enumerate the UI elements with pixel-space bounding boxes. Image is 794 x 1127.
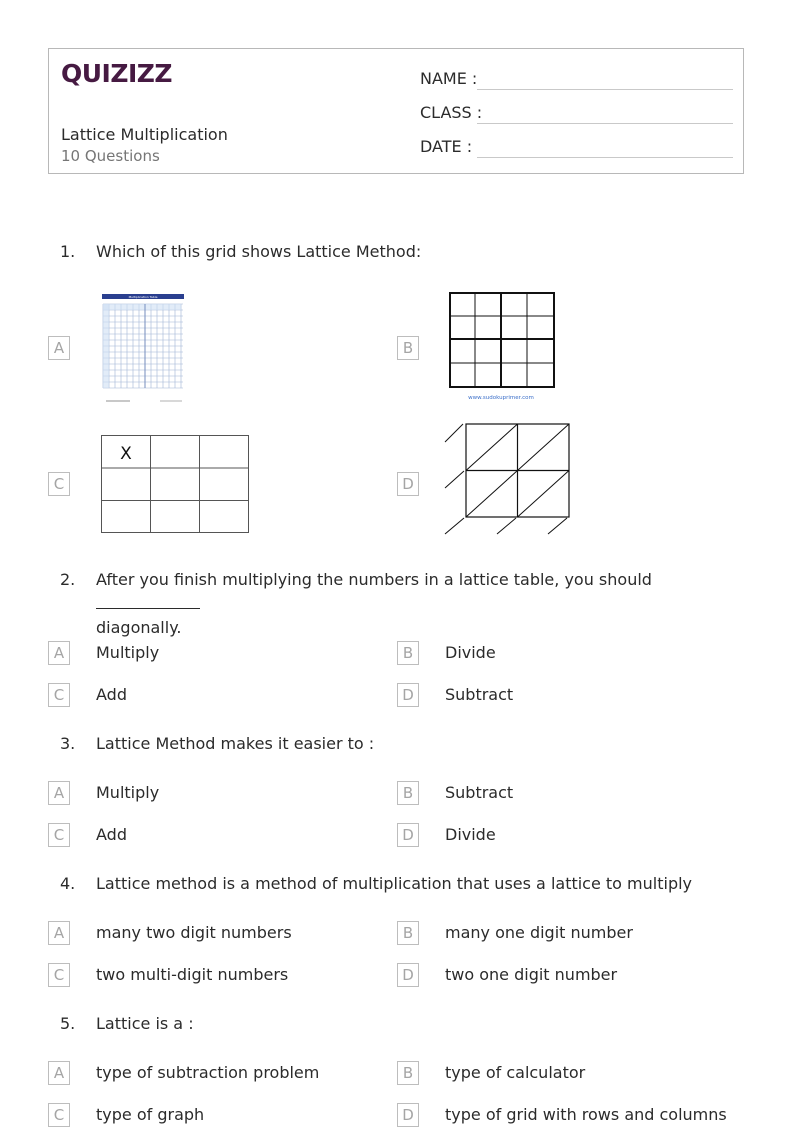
- option-text-b[interactable]: Subtract: [445, 783, 514, 802]
- option-letter-a[interactable]: A: [48, 641, 70, 665]
- option-text-d[interactable]: two one digit number: [445, 965, 618, 984]
- sudoku-caption: www.sudokuprimer.com: [468, 395, 534, 401]
- question-text: Lattice is a :: [96, 1014, 194, 1033]
- multiplication-table-grid-image: [100, 292, 190, 408]
- option-letter-d[interactable]: D: [397, 683, 419, 707]
- option-letter-d[interactable]: D: [397, 963, 419, 987]
- option-letter-b[interactable]: B: [397, 781, 419, 805]
- question-text: Lattice method is a method of multiplication that uses a lattice to multiply: [96, 874, 693, 893]
- option-letter-b[interactable]: B: [397, 921, 419, 945]
- option-letter-c[interactable]: C: [48, 472, 70, 496]
- option-letter-c[interactable]: C: [48, 1103, 70, 1127]
- option-text-a[interactable]: Multiply: [96, 783, 160, 802]
- option-letter-c[interactable]: C: [48, 823, 70, 847]
- lattice-grid-image: [444, 423, 572, 536]
- sudoku-grid-image: [449, 292, 559, 404]
- question-number: 2.: [60, 570, 76, 589]
- question-text-before: After you finish multiplying the numbers in a lattice table, you should: [96, 570, 652, 589]
- option-text-b[interactable]: many one digit number: [445, 923, 633, 942]
- option-text-c[interactable]: type of graph: [96, 1105, 205, 1124]
- worksheet-title: Lattice Multiplication: [61, 125, 228, 144]
- class-label: CLASS :: [420, 103, 483, 122]
- question-number: 1.: [60, 242, 76, 261]
- worksheet-header: [48, 48, 744, 174]
- option-letter-a[interactable]: A: [48, 921, 70, 945]
- option-text-b[interactable]: Divide: [445, 643, 496, 662]
- answer-blank: [96, 594, 200, 609]
- class-line[interactable]: [477, 123, 733, 124]
- question-text: [96, 568, 726, 640]
- question-text-after: diagonally.: [96, 618, 182, 637]
- name-label: NAME :: [420, 69, 478, 88]
- question-number: 3.: [60, 734, 76, 753]
- option-letter-d[interactable]: D: [397, 823, 419, 847]
- option-text-c[interactable]: Add: [96, 825, 127, 844]
- option-letter-a[interactable]: A: [48, 781, 70, 805]
- option-letter-b[interactable]: B: [397, 1061, 419, 1085]
- option-text-a[interactable]: type of subtraction problem: [96, 1063, 320, 1082]
- option-text-a[interactable]: many two digit numbers: [96, 923, 292, 942]
- question-count: 10 Questions: [61, 147, 160, 165]
- date-line[interactable]: [477, 157, 733, 158]
- table-grid-with-x-image: [101, 435, 249, 534]
- question-number: 4.: [60, 874, 76, 893]
- name-line[interactable]: [477, 89, 733, 90]
- quizizz-logo: QUIZIZZ: [61, 59, 173, 88]
- option-letter-c[interactable]: C: [48, 683, 70, 707]
- option-text-d[interactable]: type of grid with rows and columns: [445, 1105, 727, 1124]
- option-letter-a[interactable]: A: [48, 1061, 70, 1085]
- svg-text:Multiplication Table: Multiplication Table: [128, 295, 158, 299]
- date-label: DATE :: [420, 137, 473, 156]
- option-letter-c[interactable]: C: [48, 963, 70, 987]
- question-text: Lattice Method makes it easier to :: [96, 734, 375, 753]
- option-letter-d[interactable]: D: [397, 1103, 419, 1127]
- option-text-d[interactable]: Subtract: [445, 685, 514, 704]
- option-letter-a[interactable]: A: [48, 336, 70, 360]
- option-text-c[interactable]: two multi-digit numbers: [96, 965, 289, 984]
- option-letter-d[interactable]: D: [397, 472, 419, 496]
- question-number: 5.: [60, 1014, 76, 1033]
- option-text-d[interactable]: Divide: [445, 825, 496, 844]
- option-text-c[interactable]: Add: [96, 685, 127, 704]
- question-text: Which of this grid shows Lattice Method:: [96, 242, 422, 261]
- option-text-a[interactable]: Multiply: [96, 643, 160, 662]
- option-letter-b[interactable]: B: [397, 641, 419, 665]
- option-letter-b[interactable]: B: [397, 336, 419, 360]
- option-text-b[interactable]: type of calculator: [445, 1063, 586, 1082]
- x-mark: X: [120, 444, 132, 464]
